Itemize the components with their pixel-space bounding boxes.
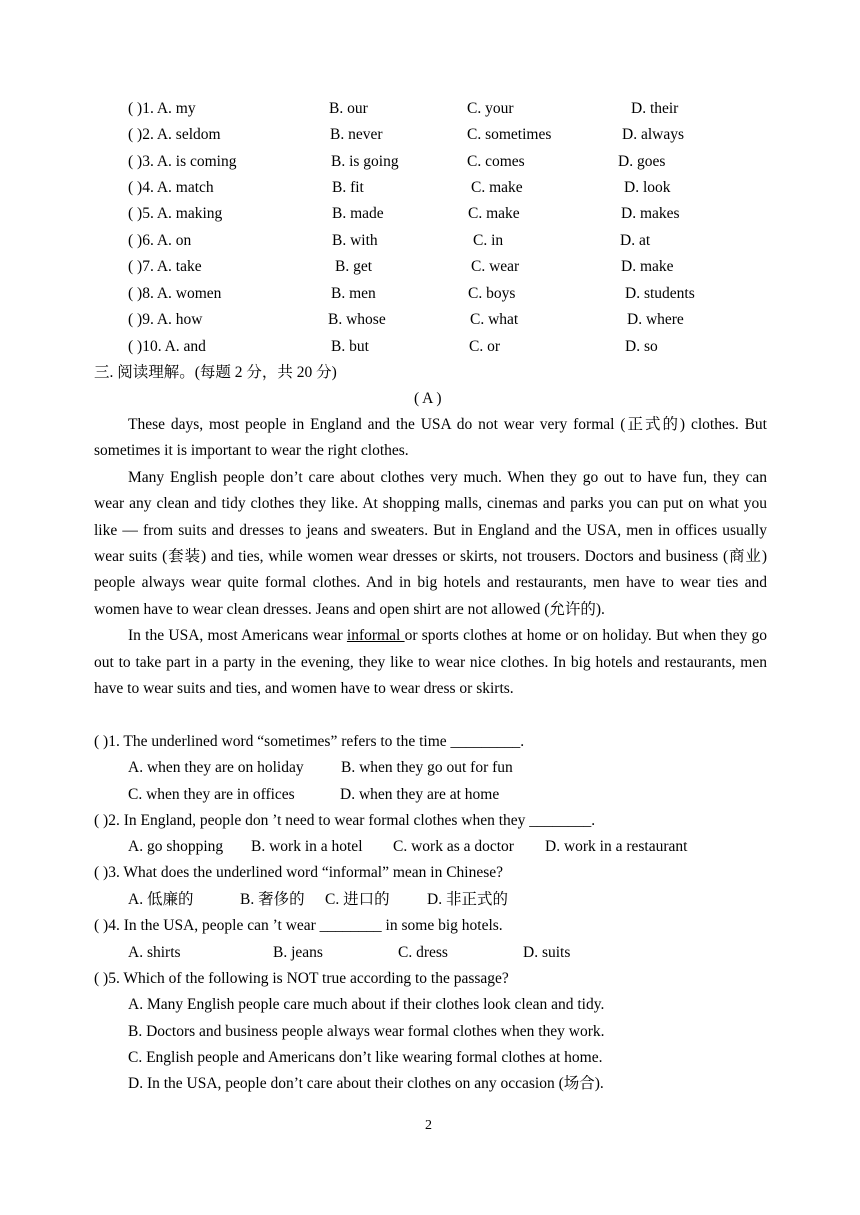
cloze-number-option-a: ( )10. A. and bbox=[128, 338, 206, 355]
question-1: ( )1. The underlined word “sometimes” refers to the time _________. bbox=[94, 733, 525, 750]
cloze-option-c: C. make bbox=[471, 179, 523, 196]
reading-passage bbox=[94, 412, 767, 702]
question-3: ( )3. What does the underlined word “informal” mean in Chinese? bbox=[94, 864, 504, 881]
cloze-option-c: C. or bbox=[469, 338, 500, 355]
cloze-option-b: B. is going bbox=[331, 153, 399, 170]
option-a: A. Many English people care much about if their clothes look clean and tidy. bbox=[128, 996, 605, 1013]
cloze-number-option-a: ( )9. A. how bbox=[128, 311, 203, 328]
question-5: ( )5. Which of the following is NOT true according to the passage? bbox=[94, 970, 509, 987]
option-d: D. when they are at home bbox=[340, 786, 500, 803]
option-b: B. Doctors and business people always wear formal clothes when they work. bbox=[128, 1023, 605, 1040]
cloze-option-c: C. what bbox=[470, 311, 519, 328]
option-b: B. work in a hotel bbox=[251, 838, 363, 855]
passage-paragraph-3 bbox=[94, 623, 767, 702]
section-heading: 三. 阅读理解。(每题 2 分，共 20 分) bbox=[94, 364, 337, 381]
option-a: A. when they are on holiday bbox=[128, 759, 304, 776]
cloze-option-d: D. makes bbox=[621, 205, 680, 222]
cloze-option-c: C. wear bbox=[471, 258, 520, 275]
option-d: D. In the USA, people don’t care about their clothes on any occasion (场合). bbox=[128, 1075, 604, 1092]
cloze-option-c: C. your bbox=[467, 100, 514, 117]
cloze-option-d: D. look bbox=[624, 179, 671, 196]
cloze-number-option-a: ( )2. A. seldom bbox=[128, 126, 221, 143]
option-c: C. 进口的 bbox=[325, 891, 390, 908]
option-d: D. suits bbox=[523, 944, 571, 961]
underlined-word-informal: informal bbox=[346, 627, 405, 645]
question-2: ( )2. In England, people don ’t need to wear formal clothes when they ________. bbox=[94, 812, 596, 829]
passage-text: In the USA, most Americans wear bbox=[128, 627, 347, 645]
option-c: C. work as a doctor bbox=[393, 838, 514, 855]
cloze-number-option-a: ( )1. A. my bbox=[128, 100, 196, 117]
cloze-option-d: D. where bbox=[627, 311, 684, 328]
cloze-option-b: B. but bbox=[331, 338, 369, 355]
page-number: 2 bbox=[425, 1118, 432, 1133]
cloze-option-b: B. fit bbox=[332, 179, 364, 196]
question-4: ( )4. In the USA, people can ’t wear ________ in some big hotels. bbox=[94, 917, 503, 934]
passage-paragraph-1: These days, most people in England and the USA do not wear very formal (正式的) clothes. But sometimes it is important to wear the right clothes. bbox=[94, 416, 767, 460]
cloze-number-option-a: ( )3. A. is coming bbox=[128, 153, 237, 170]
passage-text: or sports clothes at home or on holiday. But when they go out to take part in a party in the evening, they like to wear nice clothes. In big hotels and restaurants, men have to wear suits and ties, and women have to wear dress or skirts. bbox=[94, 627, 767, 698]
option-d: D. 非正式的 bbox=[427, 891, 508, 908]
option-c: C. English people and Americans don’t like wearing formal clothes at home. bbox=[128, 1049, 603, 1066]
cloze-option-d: D. always bbox=[622, 126, 684, 143]
passage-paragraph-2: Many English people don’t care about clothes very much. When they go out to have fun, they can wear any clean and tidy clothes they like. At shopping malls, cinemas and parks you can put on what you like — from suits and dresses to jeans and sweaters. But in England and the USA, men in offices usually wear suits (套装) and ties, while women wear dresses or skirts, not trousers. Doctors and business (商业) people always wear quite formal clothes. And in big hotels and restaurants, men have to wear ties and women have to wear clean dresses. Jeans and open shirt are not allowed (允许的). bbox=[94, 468, 767, 618]
cloze-option-c: C. make bbox=[468, 205, 520, 222]
option-a: A. go shopping bbox=[128, 838, 224, 855]
option-a: A. 低廉的 bbox=[128, 891, 194, 908]
cloze-number-option-a: ( )6. A. on bbox=[128, 232, 192, 249]
option-b: B. 奢侈的 bbox=[240, 891, 305, 908]
cloze-option-b: B. our bbox=[329, 100, 368, 117]
option-b: B. jeans bbox=[273, 944, 323, 961]
cloze-option-b: B. with bbox=[332, 232, 378, 249]
passage-label: ( A ) bbox=[414, 390, 442, 407]
cloze-option-d: D. students bbox=[625, 285, 695, 302]
cloze-option-c: C. comes bbox=[467, 153, 525, 170]
cloze-option-d: D. at bbox=[620, 232, 651, 249]
cloze-option-c: C. sometimes bbox=[467, 126, 552, 143]
cloze-option-b: B. men bbox=[331, 285, 376, 302]
cloze-number-option-a: ( )4. A. match bbox=[128, 179, 214, 196]
option-d: D. work in a restaurant bbox=[545, 838, 688, 855]
cloze-number-option-a: ( )7. A. take bbox=[128, 258, 202, 275]
cloze-option-b: B. whose bbox=[328, 311, 386, 328]
cloze-option-b: B. never bbox=[330, 126, 383, 143]
option-a: A. shirts bbox=[128, 944, 181, 961]
option-b: B. when they go out for fun bbox=[341, 759, 513, 776]
cloze-option-c: C. boys bbox=[468, 285, 516, 302]
option-c: C. when they are in offices bbox=[128, 786, 295, 803]
cloze-option-d: D. so bbox=[625, 338, 658, 355]
cloze-option-d: D. make bbox=[621, 258, 674, 275]
cloze-option-b: B. get bbox=[335, 258, 373, 275]
option-c: C. dress bbox=[398, 944, 448, 961]
cloze-option-d: D. goes bbox=[618, 153, 666, 170]
cloze-number-option-a: ( )8. A. women bbox=[128, 285, 222, 302]
cloze-option-d: D. their bbox=[631, 100, 679, 117]
cloze-option-c: C. in bbox=[473, 232, 504, 249]
cloze-option-b: B. made bbox=[332, 205, 384, 222]
cloze-number-option-a: ( )5. A. making bbox=[128, 205, 223, 222]
